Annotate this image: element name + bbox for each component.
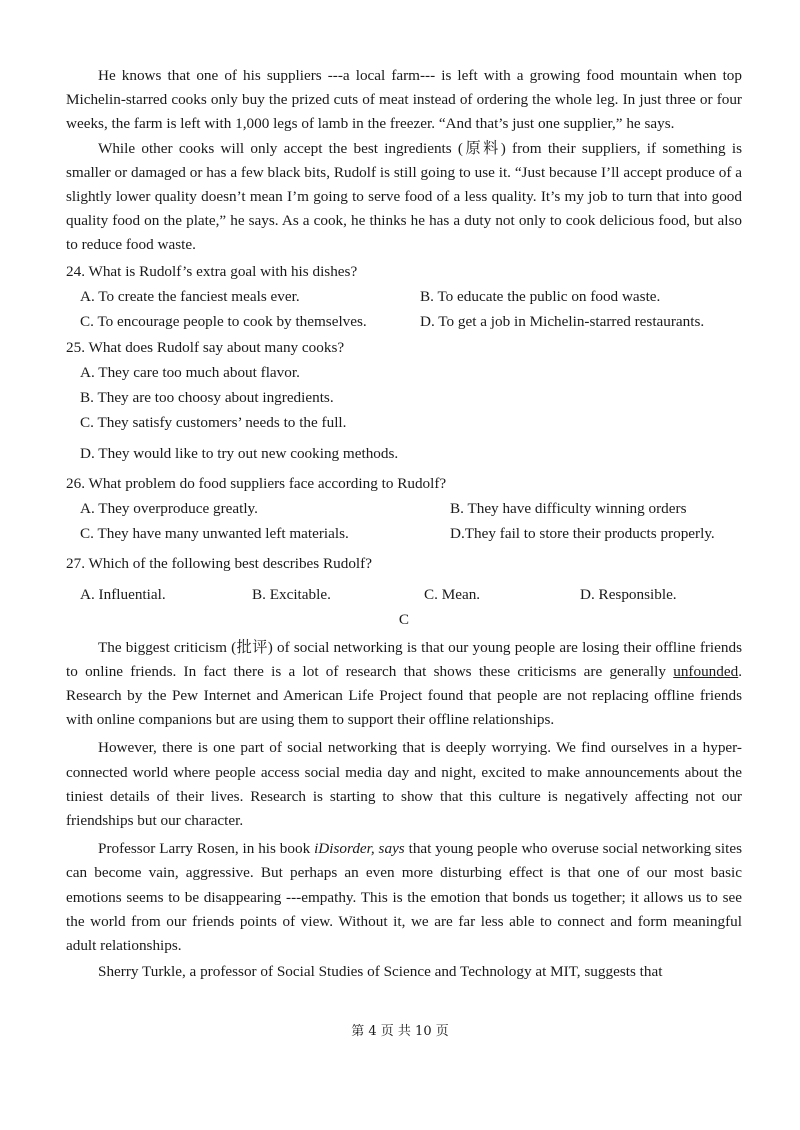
question-26-option-b: B. They have difficulty winning orders (450, 499, 687, 517)
question-26 (66, 471, 742, 546)
exam-page (66, 64, 742, 984)
passage-b-paragraph-2: While other cooks will only accept the best ingredients (原料) from their suppliers, if something is smaller or damaged or has a few black bits, Rudolf is still going to use it. “Just because I’ll accept produce of a slightly lower quality doesn’t mean I’m going to serve food of a less quality. It’s my job to turn that into good quality food on the plate,” he says. As a cook, he thinks he has a duty not only to cook delicious food, but also to reduce food waste. (66, 139, 742, 254)
question-27-option-b: B. Excitable. (252, 585, 331, 603)
passage-c-p1-text-before: The biggest criticism (批评) of social networking is that our young people are losing their offline friends to online friends. In fact there is a lot of research that shows these criticisms are generally (66, 638, 742, 680)
question-27-option-c: C. Mean. (424, 585, 481, 603)
question-25 (66, 335, 742, 466)
question-26-option-a: A. They overproduce greatly. (80, 499, 258, 517)
question-24-options-row-1 (66, 284, 742, 309)
passage-c-p1-text-after: . Research by the Pew Internet and American Life Project found that people are not replacing offline friends with online companions but are using them to support their offline relationships. (66, 662, 742, 729)
question-26-option-c: C. They have many unwanted left materials. (80, 524, 349, 542)
question-27-stem: 27. Which of the following best describes Rudolf? (66, 554, 372, 572)
book-title-idisorder: iDisorder, says (314, 840, 405, 858)
question-24-option-b: B. To educate the public on food waste. (420, 287, 661, 305)
passage-c-p3-text-after: that young people who overuse social networking sites can become vain, aggressive. But perhaps an even more disturbing effect is that one of our most basic emotions seems to be disappearing ---empathy. This is the emotion that bonds us together; it allows us to see the world from our friends points of view. Without it, we are far less able to connect and form meaningful adult relationships. (66, 840, 742, 955)
question-25-stem: 25. What does Rudolf say about many cooks? (66, 338, 345, 356)
question-24 (66, 259, 742, 334)
question-24-option-a: A. To create the fanciest meals ever. (80, 287, 300, 305)
question-24-options-row-2 (66, 309, 742, 334)
question-27-option-a: A. Influential. (80, 585, 166, 603)
question-27 (66, 551, 742, 607)
passage-c-paragraph-2: However, there is one part of social networking that is deeply worrying. We find ourselves in a hyper-connected world where people access social media day and night, excited to make announcements about the tiniest details of their lives. Research is starting to show that this culture is negatively affecting not our friendships but our character. (66, 739, 742, 830)
question-26-stem: 26. What problem do food suppliers face according to Rudolf? (66, 474, 447, 492)
passage-c-paragraph-3 (66, 837, 742, 958)
question-26-options-row-2 (66, 521, 742, 546)
section-c-heading: C (398, 610, 410, 628)
question-24-option-c: C. To encourage people to cook by themselves. (80, 312, 367, 330)
question-24-stem: 24. What is Rudolf’s extra goal with his dishes? (66, 262, 358, 280)
question-26-options-row-1 (66, 496, 742, 521)
question-27-options (66, 582, 742, 607)
passage-c-paragraph-1 (66, 636, 742, 733)
question-26-option-d: D.They fail to store their products properly. (450, 524, 715, 542)
question-25-option-d: D. They would like to try out new cooking methods. (80, 444, 399, 462)
passage-c-paragraph-4: Sherry Turkle, a professor of Social Studies of Science and Technology at MIT, suggests that (98, 963, 663, 981)
question-27-option-d: D. Responsible. (580, 585, 677, 603)
underlined-word-unfounded: unfounded (673, 662, 739, 680)
passage-c-p3-text-before: Professor Larry Rosen, in his book (98, 840, 315, 858)
question-25-option-a: A. They care too much about flavor. (80, 363, 300, 381)
question-24-option-d: D. To get a job in Michelin-starred restaurants. (420, 312, 705, 330)
page-footer: 第 4 页 共 10 页 (351, 1024, 449, 1039)
question-25-option-b: B. They are too choosy about ingredients. (80, 388, 334, 406)
passage-b-paragraph-1: He knows that one of his suppliers ---a local farm--- is left with a growing food mountain when top Michelin-starred cooks only buy the prized cuts of meat instead of ordering the whole leg. In just three or four weeks, the farm is left with 1,000 legs of lamb in the freezer. “And that’s just one supplier,” he says. (66, 67, 742, 133)
question-25-option-c: C. They satisfy customers’ needs to the full. (80, 413, 347, 431)
